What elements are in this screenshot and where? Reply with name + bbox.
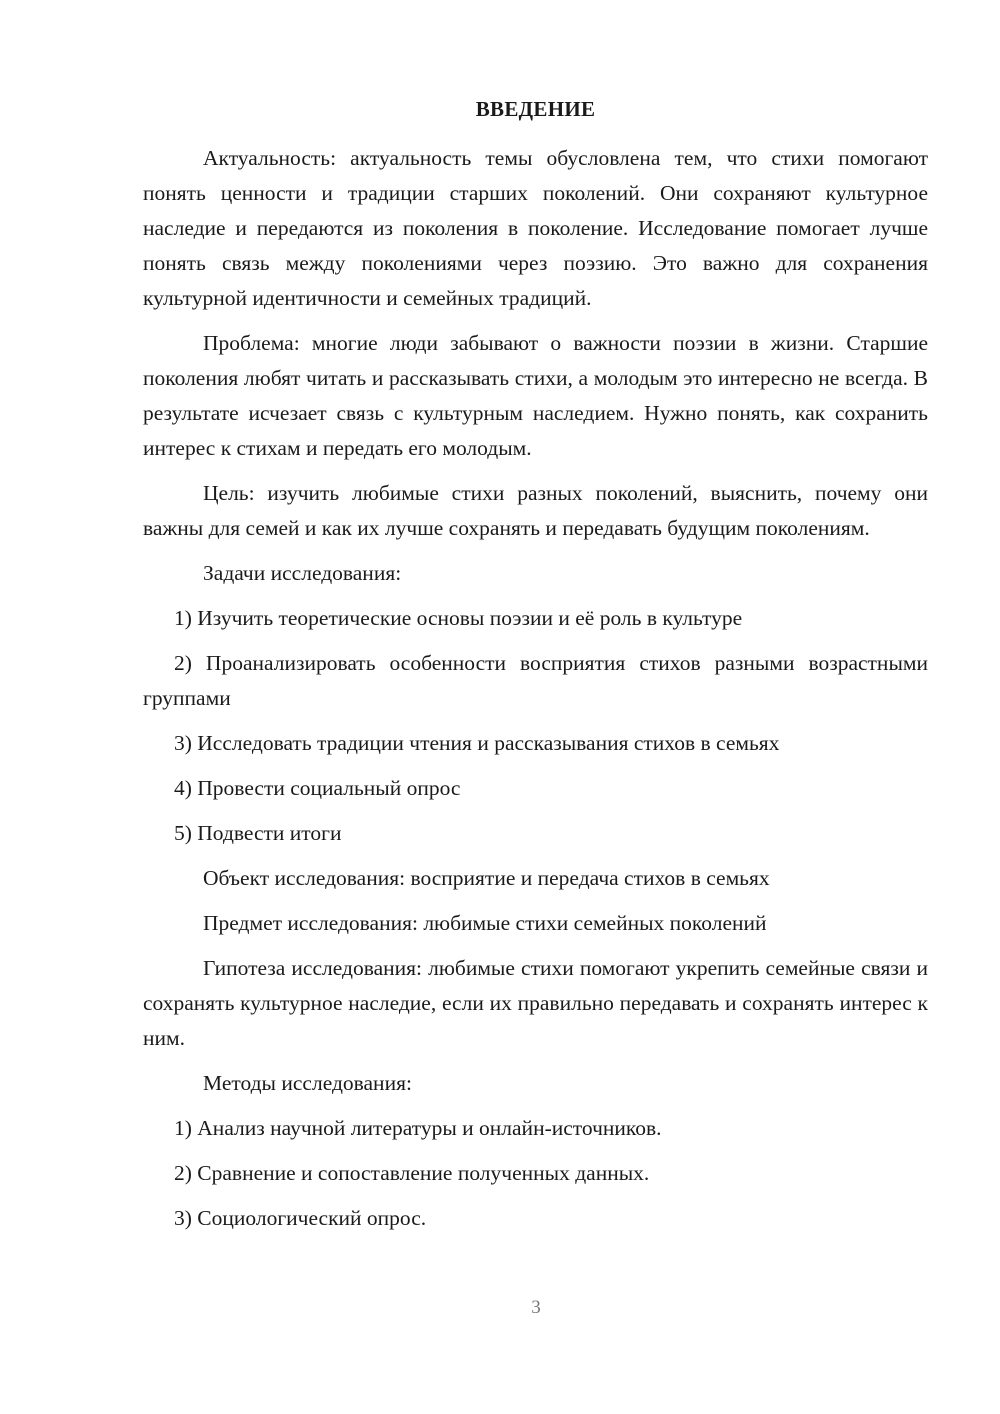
method-item: 1) Анализ научной литературы и онлайн-источников. [174,1116,662,1140]
methods-heading: Методы исследования: [203,1071,412,1095]
task-item: 4) Провести социальный опрос [174,776,461,800]
goal-paragraph: Цель: изучить любимые стихи разных поколений, выяснить, почему они важны для семей и как их лучше сохранять и передавать будущим поколениям. [143,481,928,540]
task-item: 3) Исследовать традиции чтения и рассказывания стихов в семьях [174,731,780,755]
task-item: 1) Изучить теоретические основы поэзии и её роль в культуре [174,606,743,630]
page-title: ВВЕДЕНИЕ [475,97,596,121]
page-number: 3 [531,1297,541,1318]
method-item: 3) Социологический опрос. [174,1206,427,1230]
object-paragraph: Объект исследования: восприятие и передача стихов в семьях [203,866,770,890]
document-page [143,92,928,1246]
relevance-paragraph: Актуальность: актуальность темы обусловлена тем, что стихи помогают понять ценности и традиции старших поколений. Они сохраняют культурное наследие и передаются из поколения в поколение. Исследование помогает лучше понять связь между поколениями через поэзию. Это важно для сохранения культурной идентичности и семейных традиций. [143,146,928,310]
problem-paragraph: Проблема: многие люди забывают о важности поэзии в жизни. Старшие поколения любят читать и рассказывать стихи, а молодым это интересно не всегда. В результате исчезает связь с культурным наследием. Нужно понять, как сохранить интерес к стихам и передать его молодым. [143,331,928,460]
task-item: 5) Подвести итоги [174,821,342,845]
method-item: 2) Сравнение и сопоставление полученных данных. [174,1161,650,1185]
tasks-heading: Задачи исследования: [203,561,402,585]
hypothesis-paragraph: Гипотеза исследования: любимые стихи помогают укрепить семейные связи и сохранять культурное наследие, если их правильно передавать и сохранять интерес к ним. [143,956,928,1050]
subject-paragraph: Предмет исследования: любимые стихи семейных поколений [203,911,767,935]
task-item: 2) Проанализировать особенности восприятия стихов разными возрастными группами [143,651,928,710]
